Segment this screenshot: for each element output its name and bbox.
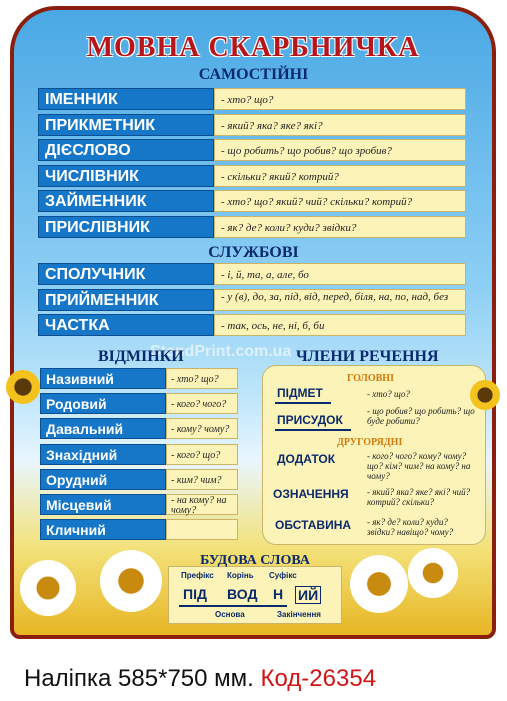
independent-term: ЗАЙМЕННИК	[38, 190, 214, 212]
sunflower-icon	[6, 370, 40, 404]
word-root: ВОД	[227, 586, 258, 602]
attribute-questions: - який? яка? яке? які? чий? котрий? скільки?	[367, 487, 471, 507]
case-questions	[166, 519, 238, 540]
service-term: ПРИЙМЕННИК	[38, 289, 214, 311]
independent-questions: - хто? що?	[214, 88, 466, 110]
main-members-head: ГОЛОВНІ	[347, 373, 394, 384]
daisy-flower-icon	[20, 560, 76, 616]
word-prefix: ПІД	[183, 586, 207, 602]
independent-term: ПРИКМЕТНИК	[38, 114, 214, 136]
size-text: Наліпка 585*750 мм.	[24, 665, 254, 692]
independent-row	[38, 139, 466, 161]
ending-label: Закінчення	[277, 610, 321, 619]
case-name: Орудний	[40, 469, 166, 490]
predicate-underline	[275, 429, 351, 431]
case-questions: - кому? чому?	[166, 418, 238, 439]
independent-term: ПРИСЛІВНИК	[38, 216, 214, 238]
subject-label: ПІДМЕТ	[277, 386, 323, 400]
watermark: StendPrint.com.ua	[150, 343, 292, 360]
word-ending: ИЙ	[295, 586, 321, 604]
case-name: Давальний	[40, 418, 166, 439]
case-name: Кличний	[40, 519, 166, 540]
subject-underline	[275, 402, 331, 404]
service-term: СПОЛУЧНИК	[38, 263, 214, 285]
independent-row	[38, 88, 466, 110]
service-term: ЧАСТКА	[38, 314, 214, 336]
adverbial-label: ОБСТАВИНА	[275, 518, 352, 532]
case-questions: - ким? чим?	[166, 469, 238, 490]
daisy-flower-icon	[350, 555, 408, 613]
case-questions: - на кому? на чому?	[166, 494, 238, 515]
service-questions: - у (в), до, за, під, від, перед, біля, на, по, над, без	[214, 289, 466, 311]
independent-questions: - як? де? коли? куди? звідки?	[214, 216, 466, 238]
suffix-label: Суфікс	[269, 571, 297, 580]
section-independent-title: САМОСТІЙНІ	[198, 66, 309, 83]
word-structure-panel	[168, 553, 342, 624]
secondary-members-head: ДРУГОРЯДНІ	[337, 437, 403, 448]
independent-questions: - що робить? що робив? що зробив?	[214, 139, 466, 161]
attribute-label: ОЗНАЧЕННЯ	[273, 487, 349, 501]
sentence-members-panel	[262, 365, 486, 545]
section-cases-title: ВІДМІНКИ	[98, 348, 184, 365]
independent-row	[38, 190, 466, 212]
sunflower-icon	[470, 380, 500, 410]
independent-questions: - хто? що? який? чий? скільки? котрий?	[214, 190, 466, 212]
case-name: Знахідний	[40, 444, 166, 465]
case-name: Називний	[40, 368, 166, 389]
independent-row	[38, 114, 466, 136]
subject-questions: - хто? що?	[367, 389, 410, 399]
independent-row	[38, 165, 466, 187]
service-questions: - і, й, та, а, але, бо	[214, 263, 466, 285]
independent-row	[38, 216, 466, 238]
service-questions: - так, ось, не, ні, б, би	[214, 314, 466, 336]
product-code: Код-26354	[260, 665, 377, 692]
independent-questions: - скільки? який? котрий?	[214, 165, 466, 187]
adverbial-questions: - як? де? коли? куди? звідки? навіщо? чому?	[367, 517, 454, 537]
service-row	[38, 289, 466, 311]
case-questions: - кого? що?	[166, 444, 238, 465]
independent-term: ЧИСЛІВНИК	[38, 165, 214, 187]
case-name: Родовий	[40, 393, 166, 414]
daisy-flower-icon	[408, 548, 458, 598]
service-row	[38, 314, 466, 336]
independent-term: ДІЄСЛОВО	[38, 139, 214, 161]
stem-label: Основа	[215, 610, 245, 619]
poster-title: МОВНА СКАРБНИЧКА	[86, 32, 420, 63]
stem-underline	[179, 605, 287, 607]
daisy-flower-icon	[100, 550, 162, 612]
case-questions: - хто? що?	[166, 368, 238, 389]
object-label: ДОДАТОК	[277, 452, 336, 466]
root-label: Корінь	[227, 571, 254, 580]
prefix-label: Префікс	[181, 571, 214, 580]
predicate-label: ПРИСУДОК	[277, 413, 343, 427]
word-suffix: Н	[273, 586, 284, 602]
word-structure-title: БУДОВА СЛОВА	[200, 553, 310, 568]
product-caption	[24, 665, 376, 693]
independent-term: ІМЕННИК	[38, 88, 214, 110]
predicate-questions: - що робив? що робить? що буде робити?	[367, 406, 475, 426]
section-members-title: ЧЛЕНИ РЕЧЕННЯ	[296, 348, 439, 365]
case-name: Місцевий	[40, 494, 166, 515]
service-row	[38, 263, 466, 285]
section-service-title: СЛУЖБОВІ	[208, 244, 299, 261]
object-questions: - кого? чого? кому? чому? що? кім? чим? на кому? на чому?	[367, 451, 471, 481]
independent-questions: - який? яка? яке? які?	[214, 114, 466, 136]
case-questions: - кого? чого?	[166, 393, 238, 414]
